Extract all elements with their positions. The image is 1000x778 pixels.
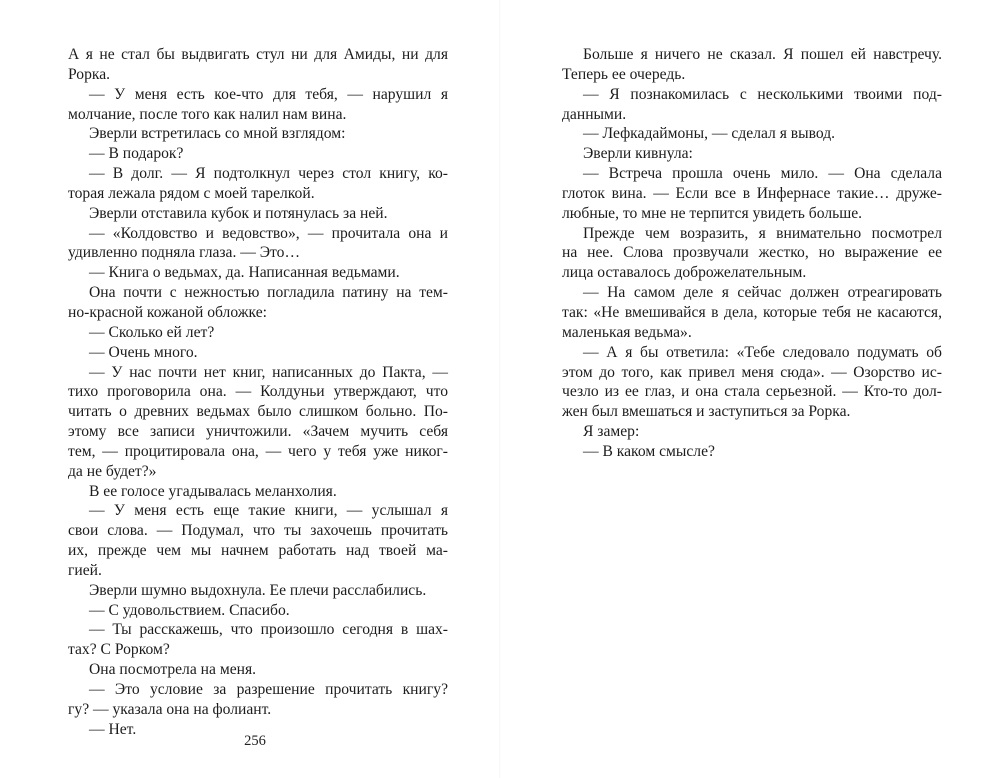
- text-line: — Это условие за разрешение прочитать книгу?: [89, 681, 448, 698]
- text-line: Она посмотрела на меня.: [89, 661, 257, 679]
- text-line: Эверли шумно выдохнула. Ее плечи расслабились.: [89, 581, 427, 599]
- text-line: этом до того, как привел меня сюда». — Озорство ис-: [562, 363, 942, 381]
- text-line: — «Колдовство и ведовство», — прочитала она и: [89, 224, 448, 242]
- text-line: их, прежде чем мы начнем работать над твоей ма-: [68, 542, 448, 560]
- text-line: гией.: [68, 561, 102, 579]
- text-line: А я не стал бы выдвигать стул ни для Амиды, ни для: [68, 46, 448, 63]
- text-line: но-красной кожаной обложке:: [68, 303, 267, 321]
- text-line: — У нас почти нет книг, написанных до Пакта, —: [89, 363, 448, 381]
- text-line: Эверли отставила кубок и потянулась за ней.: [89, 204, 388, 222]
- text-line: — А я бы ответила: «Тебе следовало подумать об: [583, 343, 942, 361]
- text-line: — В подарок?: [89, 145, 184, 163]
- text-line: лица оставалось доброжелательным.: [562, 264, 807, 282]
- text-line: — В долг. — Я подтолкнул через стол книгу, ко-: [89, 165, 448, 183]
- page-gutter: [499, 0, 501, 778]
- text-line: маленькая ведьма».: [562, 323, 692, 341]
- text-line: да не будет?»: [68, 462, 157, 480]
- text-line: любные, то мне не терпится увидеть больше.: [562, 204, 863, 222]
- right-page: [562, 45, 942, 462]
- text-line: Рорка.: [68, 65, 111, 83]
- left-page: [68, 45, 448, 740]
- text-line: — Книга о ведьмах, да. Написанная ведьмами.: [89, 264, 400, 282]
- text-line: гу? — указала она на фолиант.: [68, 700, 272, 718]
- text-line: глоток вина. — Если все в Инфернасе такие… друже-: [562, 184, 942, 202]
- text-line: Она почти с нежностью погладила патину на тем-: [89, 284, 448, 302]
- text-line: — Встреча прошла очень мило. — Она сделала: [583, 165, 942, 183]
- text-line: — В каком смысле?: [583, 442, 715, 460]
- text-line: — У меня есть кое-что для тебя, — нарушил я: [89, 85, 448, 103]
- text-line: Больше я ничего не сказал. Я пошел ей навстречу.: [583, 46, 942, 63]
- text-line: удивленно подняла глаза. — Это…: [68, 244, 301, 262]
- text-line: так: «Не вмешивайся в дела, которые тебя не касаются,: [562, 303, 942, 321]
- text-line: — Очень много.: [89, 343, 198, 361]
- text-line: Эверли встретилась со мной взглядом:: [89, 125, 346, 143]
- text-line: Прежде чем возразить, я внимательно посмотрел: [583, 224, 942, 242]
- text-line: читать о древних ведьмах было слишком больно. По-: [68, 403, 448, 421]
- text-line: тихо проговорила она. — Колдуньи утверждают, что: [68, 383, 448, 401]
- text-line: торая лежала рядом с моей тарелкой.: [68, 184, 315, 202]
- text-line: жен был вмешаться и заступиться за Рорка.: [562, 403, 851, 421]
- text-line: чезло из ее глаз, и она стала серьезной. — Кто-то дол-: [562, 383, 942, 401]
- text-line: В ее голосе угадывалась меланхолия.: [89, 482, 337, 500]
- text-line: — На самом деле я сейчас должен отреагировать: [583, 284, 942, 302]
- text-line: свои слова. — Подумал, что ты захочешь прочитать: [68, 522, 448, 540]
- text-line: Я замер:: [583, 423, 640, 441]
- text-line: Теперь ее очередь.: [562, 65, 686, 83]
- text-line: — Лефкадаймоны, — сделал я вывод.: [583, 125, 836, 143]
- text-line: — Нет.: [89, 720, 137, 738]
- text-line: Эверли кивнула:: [583, 145, 693, 163]
- text-line: этому все записи уничтожили. «Зачем мучить себя: [68, 423, 448, 441]
- text-line: данными.: [562, 105, 627, 123]
- text-line: молчание, после того как налил нам вина.: [68, 105, 347, 123]
- text-line: тах? С Рорком?: [68, 641, 170, 659]
- text-line: тем, — процитировала она, — чего у тебя уже никог-: [68, 442, 448, 460]
- text-line: — У меня есть еще такие книги, — услышал я: [89, 502, 448, 520]
- text-line: — Сколько ей лет?: [89, 323, 215, 341]
- text-line: — С удовольствием. Спасибо.: [89, 601, 290, 619]
- text-line: — Ты расскажешь, что произошло сегодня в шах-: [89, 621, 448, 639]
- text-line: — Я познакомилась с несколькими твоими под-: [583, 85, 942, 103]
- page-number: 256: [244, 733, 266, 749]
- text-line: на нее. Слова прозвучали жестко, но выражение ее: [562, 244, 942, 262]
